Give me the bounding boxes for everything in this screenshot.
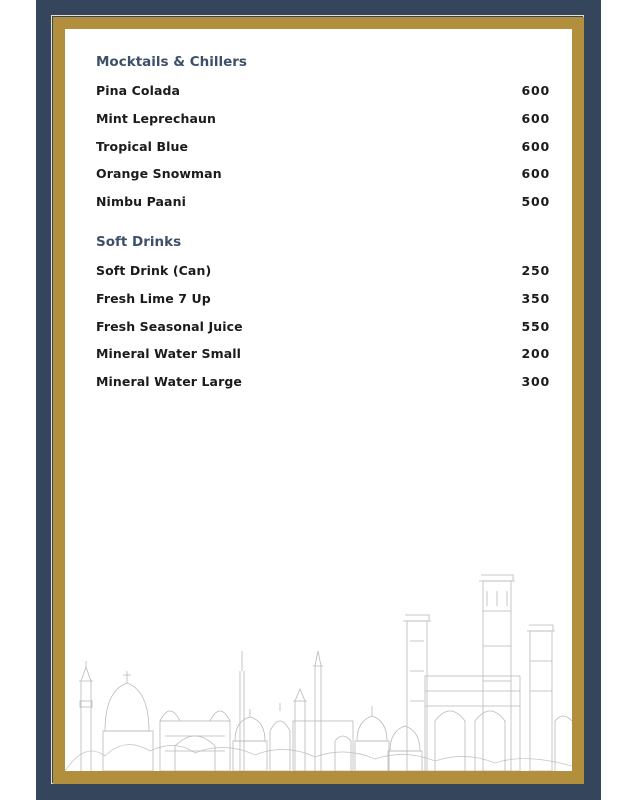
item-name: Mineral Water Small [96,346,242,362]
item-price: 600 [521,83,550,99]
item-name: Fresh Lime 7 Up [96,291,211,307]
section-title: Soft Drinks [96,234,182,250]
menu-item [96,257,550,285]
item-price: 600 [521,166,550,182]
menu-item [96,77,550,105]
item-price: 300 [521,374,550,390]
item-name: Mineral Water Large [96,374,242,390]
city-skyline-icon [65,571,572,771]
item-price: 350 [521,291,550,307]
menu-item [96,132,550,160]
menu-item [96,105,550,133]
item-price: 550 [521,318,550,334]
section-soft-drinks [96,233,550,395]
item-name: Mint Leprechaun [96,111,217,127]
item-name: Tropical Blue [96,138,189,154]
item-price: 200 [521,346,550,362]
section-mocktails [96,53,550,215]
item-price: 600 [521,111,550,127]
menu-item [96,285,550,313]
menu-item [96,312,550,340]
menu-item [96,188,550,216]
menu-card [65,29,572,771]
menu-item [96,160,550,188]
section-title: Mocktails & Chillers [96,54,247,70]
item-name: Pina Colada [96,83,181,99]
item-price: 600 [521,138,550,154]
item-name: Orange Snowman [96,166,222,182]
menu-item [96,368,550,396]
item-price: 500 [521,194,550,210]
item-name: Soft Drink (Can) [96,263,212,279]
menu-item [96,340,550,368]
item-name: Fresh Seasonal Juice [96,318,243,334]
item-name: Nimbu Paani [96,194,186,210]
item-price: 250 [521,263,550,279]
